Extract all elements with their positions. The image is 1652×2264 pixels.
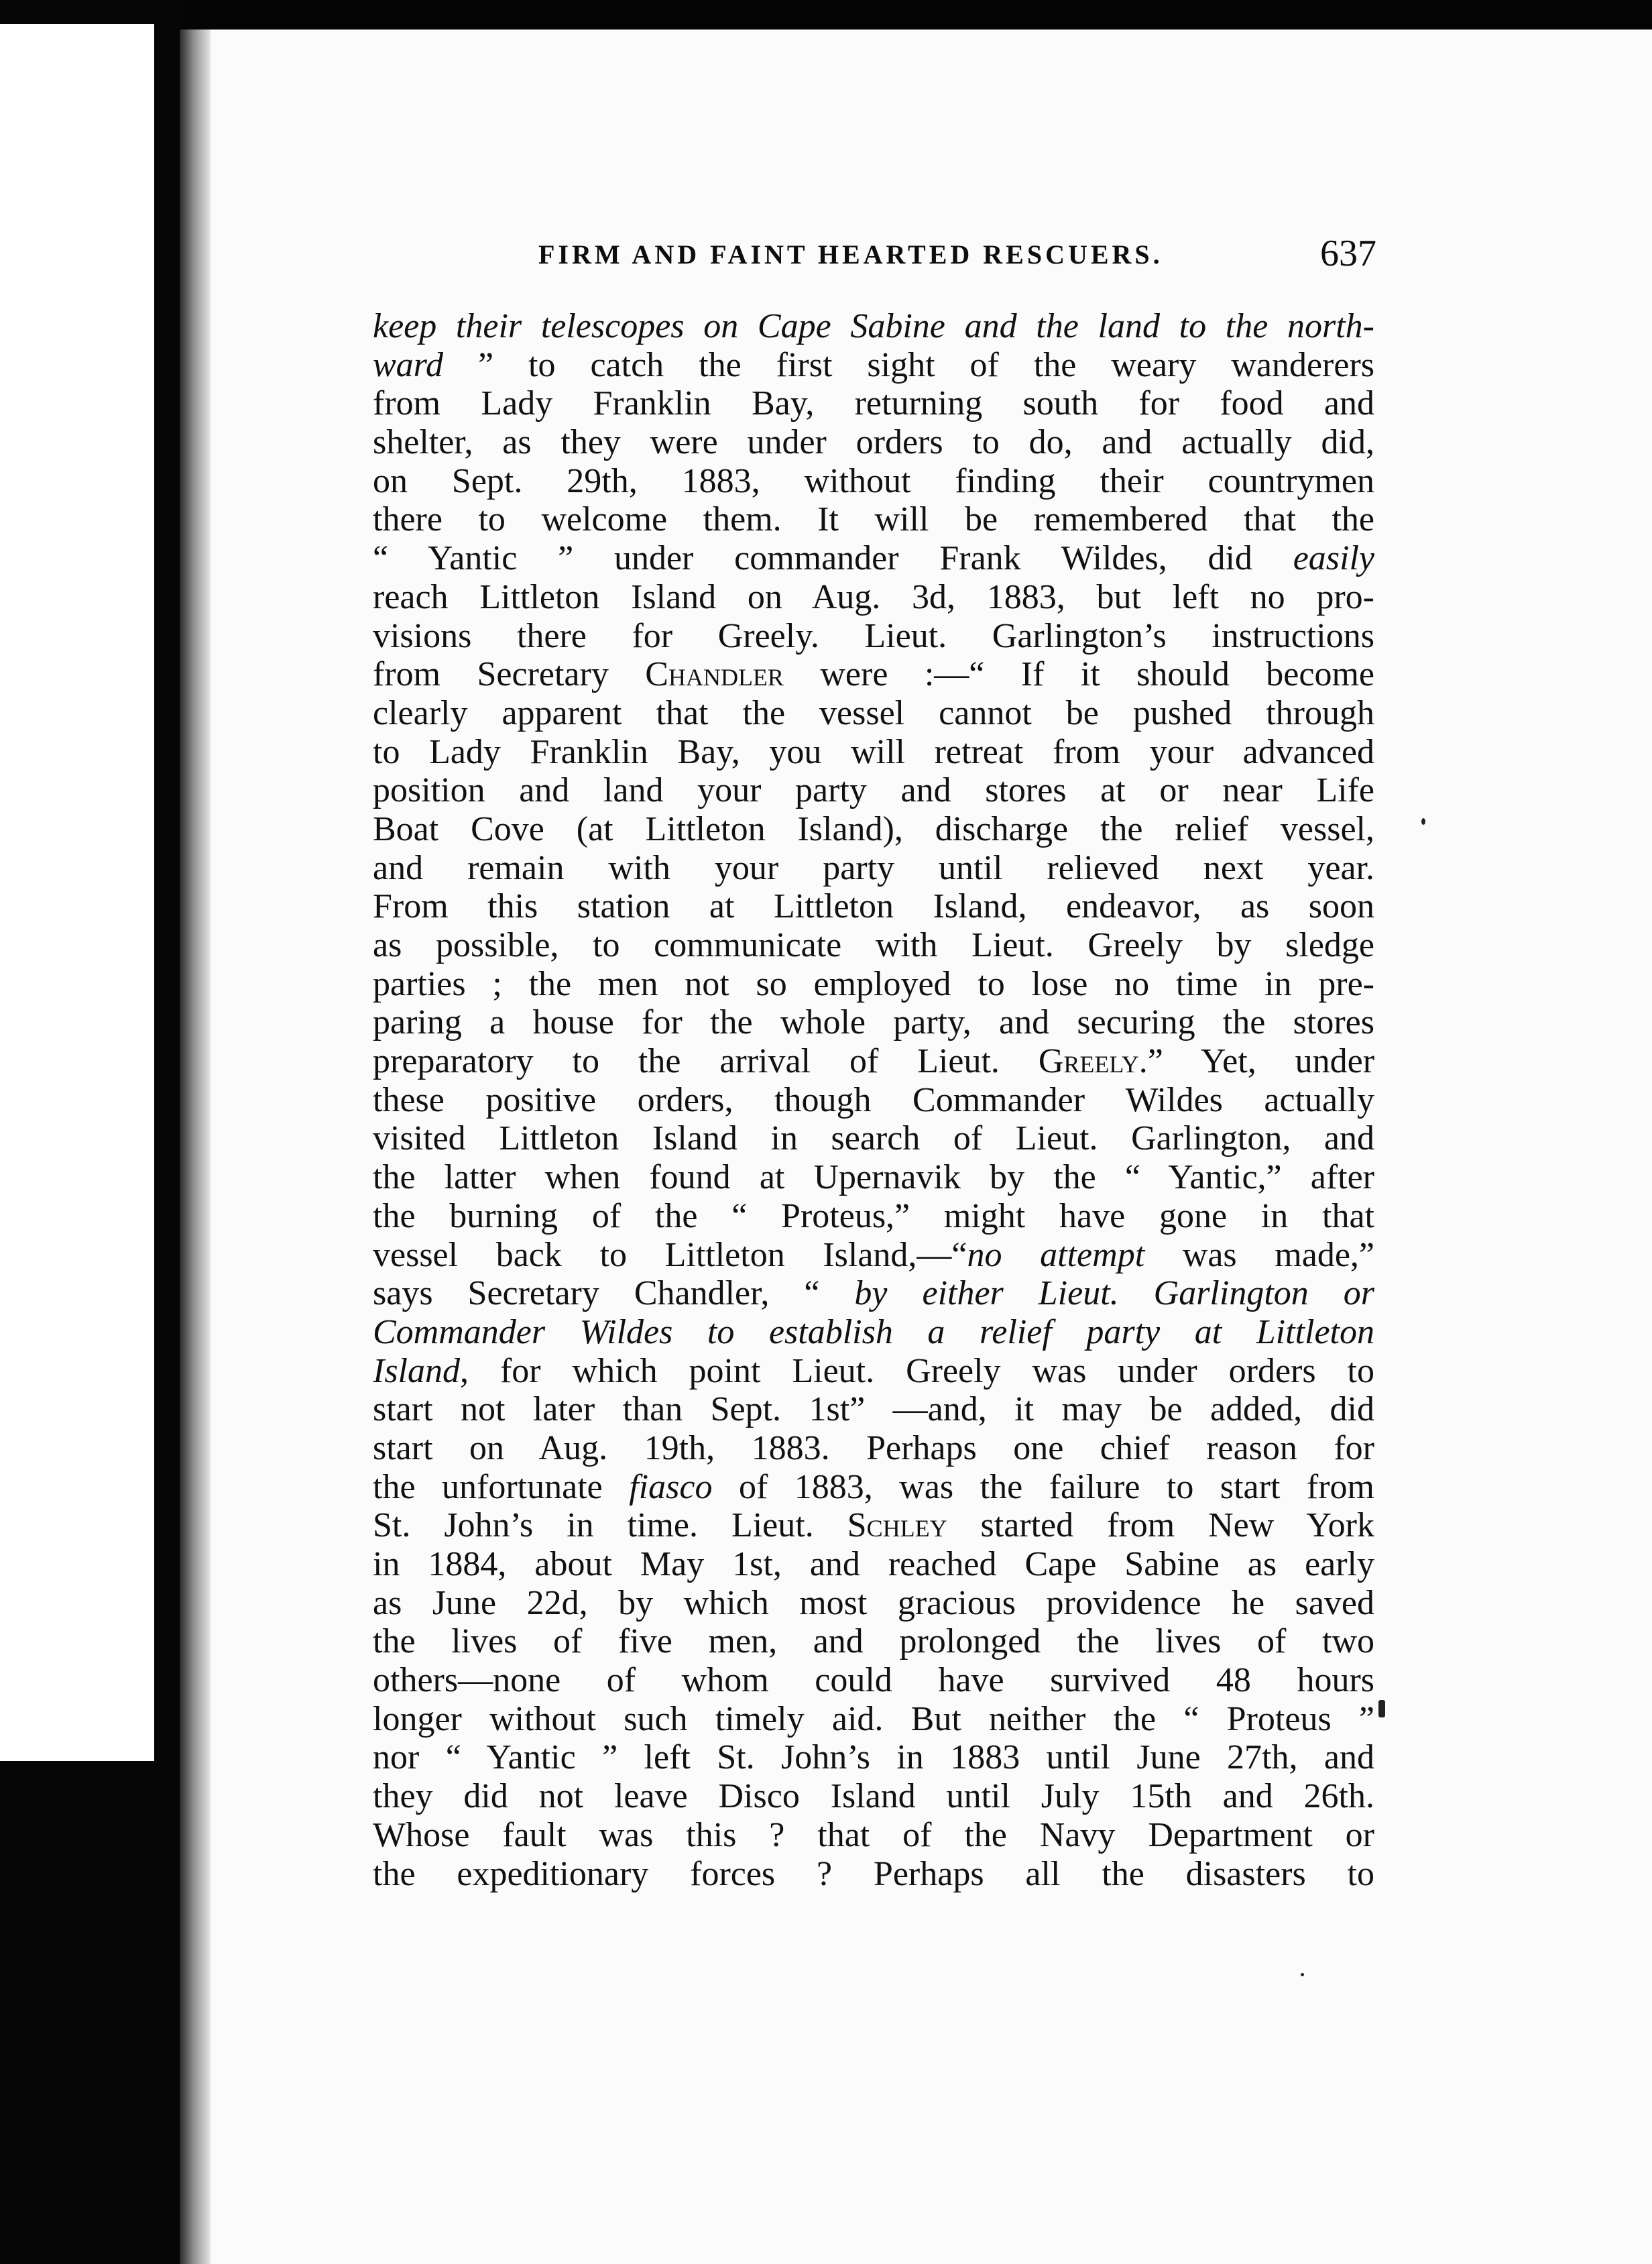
text-line [373, 849, 1374, 888]
body-text [373, 307, 1374, 1893]
text-line [373, 1468, 1374, 1507]
text-segment: the burning of the “ Proteus,” might have gone in that [373, 1196, 1374, 1235]
page-number: 637 [1320, 233, 1376, 274]
text-segment: “ Yantic ” under commander Frank Wildes, did [373, 539, 1293, 578]
text-line [373, 1816, 1374, 1855]
text-line [373, 1429, 1374, 1468]
text-line [373, 926, 1374, 965]
text-segment: from Lady Franklin Bay, returning south for food and [373, 384, 1374, 423]
text-segment: the latter when found at Upernavik by the “ Yantic,” after [373, 1158, 1374, 1197]
scan-top-border [0, 0, 1652, 32]
text-segment: position and land your party and stores at or near Life [373, 771, 1374, 810]
text-line [373, 423, 1374, 462]
text-segment: , for which point Lieut. Greely was under orders to [460, 1351, 1374, 1390]
text-segment: Whose fault was this ? that of the Navy Department or [373, 1815, 1374, 1854]
text-line [373, 655, 1374, 694]
text-line [373, 1313, 1374, 1352]
text-line [373, 1506, 1374, 1545]
text-line [373, 500, 1374, 539]
text-segment: preparatory to the arrival of Lieut. [373, 1042, 1039, 1081]
text-segment: Boat Cove (at Littleton Island), discharge the relief vessel, [373, 809, 1374, 848]
text-segment: no attempt [967, 1235, 1145, 1274]
running-head [538, 233, 1376, 276]
text-segment: the unfortunate [373, 1467, 630, 1506]
text-line [373, 1700, 1374, 1739]
running-title: FIRM AND FAINT HEARTED RESCUERS. [538, 239, 1163, 270]
text-segment: the lives of five men, and prolonged the lives of two [373, 1622, 1374, 1661]
text-segment: from Secretary [373, 655, 646, 694]
text-segment: start on Aug. 19th, 1883. Perhaps one chief reason for [373, 1428, 1374, 1467]
text-line [373, 1003, 1374, 1042]
text-line [373, 810, 1374, 849]
text-segment: shelter, as they were under orders to do, and actually did, [373, 423, 1374, 462]
text-line [373, 1545, 1374, 1584]
text-line [373, 1042, 1374, 1081]
text-line [373, 1274, 1374, 1313]
text-segment: of 1883, was the failure to start from [712, 1467, 1374, 1506]
facing-page-edge [0, 24, 154, 1761]
text-line [373, 1855, 1374, 1894]
text-segment: parties ; the men not so employed to lose no time in pre- [373, 964, 1374, 1003]
ink-speck [1378, 1700, 1385, 1717]
text-segment: ” to catch the first sight of the weary wanderers [443, 345, 1374, 384]
text-segment: were :—“ If it should become [783, 655, 1374, 694]
text-segment: start not later than Sept. 1st” —and, it may be added, did [373, 1390, 1374, 1429]
text-segment: reach Littleton Island on Aug. 3d, 1883, but left no pro- [373, 577, 1374, 616]
text-segment: on Sept. 29th, 1883, without finding their countrymen [373, 461, 1374, 500]
text-segment: Chandler [645, 655, 784, 694]
text-segment: visited Littleton Island in search of Lieut. Garlington, and [373, 1119, 1374, 1158]
book-gutter [180, 30, 211, 2264]
text-line [373, 1390, 1374, 1429]
text-line [373, 694, 1374, 733]
text-line [373, 1158, 1374, 1197]
text-line [373, 462, 1374, 501]
text-segment: they did not leave Disco Island until July 15th and 26th. [373, 1777, 1374, 1816]
text-segment: clearly apparent that the vessel cannot be pushed through [373, 693, 1374, 732]
text-segment: paring a house for the whole party, and securing the stores [373, 1003, 1374, 1042]
text-line [373, 578, 1374, 617]
text-segment: there to welcome them. It will be remembered that the [373, 500, 1374, 539]
text-segment: Greely [1038, 1042, 1139, 1081]
text-segment: .” Yet, under [1138, 1042, 1374, 1081]
text-line [373, 771, 1374, 810]
text-segment: says Secretary Chandler, “ [373, 1274, 855, 1313]
text-line [373, 965, 1374, 1004]
text-segment: From this station at Littleton Island, endeavor, as soon [373, 887, 1374, 926]
text-line [373, 1197, 1374, 1236]
text-segment: by either Lieut. Garlington or [854, 1274, 1374, 1313]
text-line [373, 1236, 1374, 1275]
text-line [373, 1352, 1374, 1391]
text-segment: fiasco [629, 1467, 713, 1506]
text-line [373, 1622, 1374, 1661]
text-segment: ward [373, 345, 443, 384]
text-segment: to Lady Franklin Bay, you will retreat from your advanced [373, 732, 1374, 771]
text-segment: longer without such timely aid. But neither the “ Proteus ” [373, 1699, 1374, 1738]
text-segment: easily [1293, 539, 1374, 578]
text-segment: started from New York [947, 1506, 1374, 1545]
text-line [373, 733, 1374, 772]
ink-speck [1421, 818, 1425, 825]
text-segment: St. John’s in time. Lieut. [373, 1506, 847, 1545]
text-line [373, 346, 1374, 385]
text-segment: visions there for Greely. Lieut. Garlington’s instructions [373, 616, 1374, 655]
text-line [373, 1661, 1374, 1700]
text-segment: in 1884, about May 1st, and reached Cape Sabine as early [373, 1545, 1374, 1583]
text-line [373, 1584, 1374, 1623]
text-segment: these positive orders, though Commander Wildes actually [373, 1080, 1374, 1119]
text-segment: Commander Wildes to establish a relief party at Littleton [373, 1312, 1374, 1351]
text-segment: nor “ Yantic ” left St. John’s in 1883 until June 27th, and [373, 1738, 1374, 1777]
text-segment: others—none of whom could have survived 48 hours [373, 1661, 1374, 1700]
text-segment: keep their telescopes on Cape Sabine and the land to the north- [373, 307, 1374, 345]
text-line [373, 887, 1374, 926]
text-line [373, 1738, 1374, 1777]
text-segment: was made,” [1144, 1235, 1374, 1274]
ink-speck [1301, 1973, 1304, 1976]
text-line [373, 617, 1374, 656]
text-line [373, 539, 1374, 578]
text-line [373, 1081, 1374, 1120]
text-segment: and remain with your party until relieved next year. [373, 848, 1374, 887]
text-segment: vessel back to Littleton Island,—“ [373, 1235, 967, 1274]
text-line [373, 307, 1374, 346]
text-segment: as June 22d, by which most gracious providence he saved [373, 1583, 1374, 1622]
text-segment: Island [373, 1351, 460, 1390]
text-segment: Schley [847, 1506, 947, 1545]
text-line [373, 1777, 1374, 1816]
text-segment: the expeditionary forces ? Perhaps all the disasters to [373, 1854, 1374, 1893]
text-line [373, 1119, 1374, 1158]
text-segment: as possible, to communicate with Lieut. Greely by sledge [373, 926, 1374, 964]
text-line [373, 384, 1374, 423]
